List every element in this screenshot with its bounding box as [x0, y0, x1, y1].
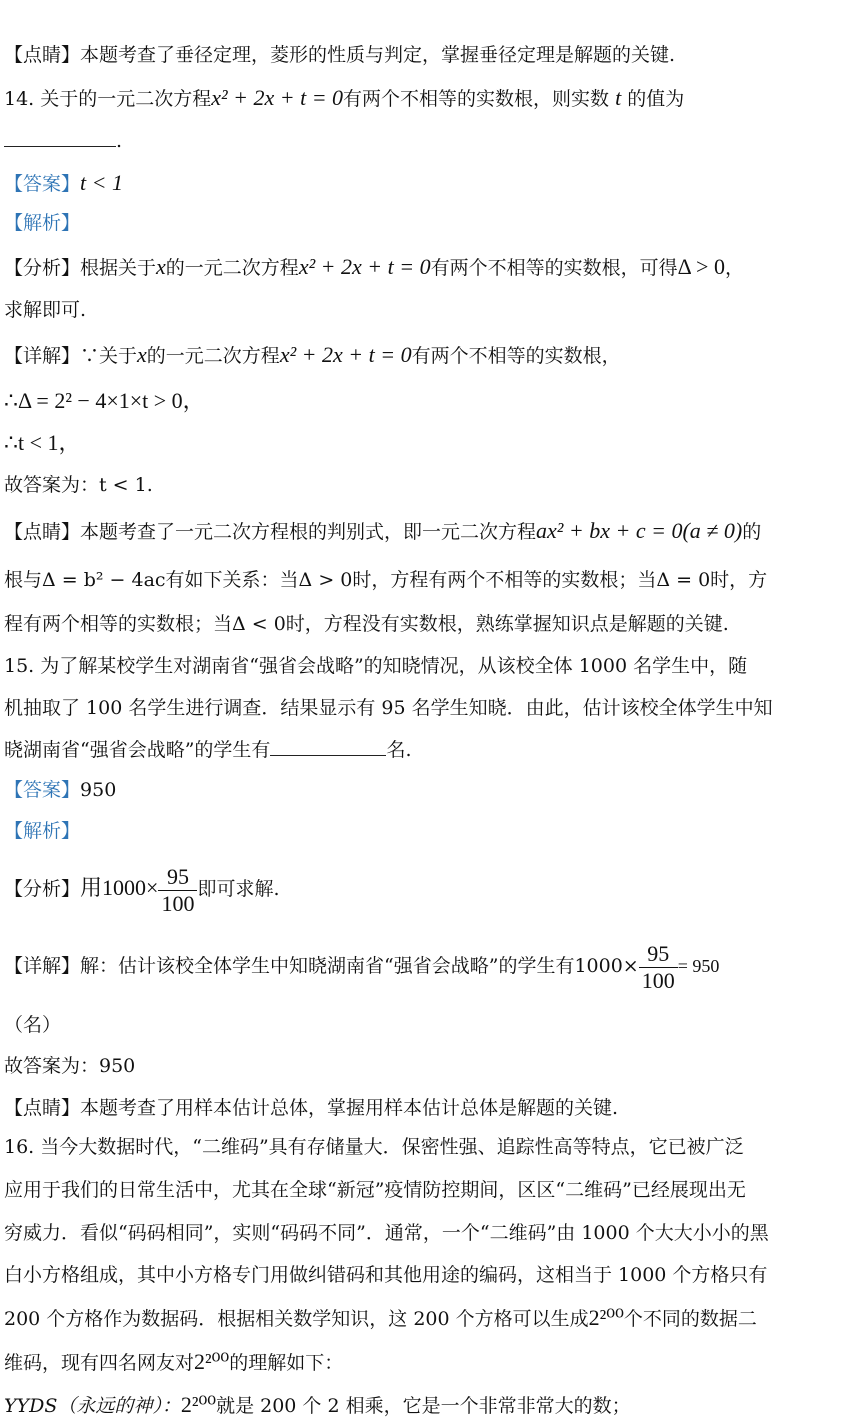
- note-tag: 【点睛】: [4, 521, 81, 543]
- answer-tag: 【答案】: [4, 779, 81, 801]
- dj14-eq: ax² + bx + c = 0(a ≠ 0): [536, 518, 743, 543]
- question-15-line1: 15. 为了解某校学生对湖南省“强省会战略”的知晓情况，从该校全体 1000 名学生中，随: [4, 655, 748, 677]
- answer-blank: [270, 737, 386, 756]
- q14-end: 的值为: [627, 88, 685, 110]
- note-15: [4, 1095, 839, 1121]
- q14-blank-line: [4, 128, 839, 154]
- xj14-x: x: [137, 342, 147, 367]
- detail-14-line3: ∴t < 1，: [4, 430, 81, 455]
- q15-l3a: 晓湖南省“强省会战略”的学生有: [4, 739, 271, 761]
- analysis-14-line2: 求解即可.: [4, 299, 87, 321]
- question-16-line6: [4, 1349, 839, 1376]
- analysis-14: [4, 254, 839, 281]
- fx14-a: 根据关于: [80, 257, 157, 279]
- fx14-eq: x² + 2x + t = 0: [298, 254, 431, 279]
- denominator: 100: [641, 967, 675, 993]
- q16-l5b: 个不同的数据二: [623, 1308, 757, 1330]
- fx14-x: x: [156, 254, 166, 279]
- numerator: 95: [158, 864, 197, 891]
- question-15-line3: [4, 737, 839, 763]
- note-14-line2: 根与Δ = b² − 4ac有如下关系：当Δ > 0时，方程有两个不相等的实数根；当Δ = 0时，方: [4, 569, 768, 591]
- fx14-b: 的一元二次方程: [165, 257, 299, 279]
- note-tag: 【点睛】: [4, 1097, 81, 1119]
- note-line-13: 【点睛】本题考查了垂径定理，菱形的性质与判定，掌握垂径定理是解题的关键.: [4, 44, 676, 66]
- xj14-b: 的一元二次方程: [146, 345, 280, 367]
- note-14: [4, 518, 839, 545]
- jiexi-14: 【解析】: [4, 212, 81, 234]
- q16-l7b: 就是 200 个 2 相乘，它是一个非常非常大的数；: [216, 1395, 631, 1417]
- detail-tag: 【详解】: [4, 345, 81, 367]
- analysis-15: [4, 858, 839, 919]
- fraction-95-100: [158, 864, 197, 917]
- q14-equation: x² + 2x + t = 0: [211, 85, 344, 110]
- note-14-line3: 程有两个相等的实数根；当Δ < 0时，方程没有实数根，熟练掌握知识点是解题的关键.: [4, 613, 729, 635]
- analysis-tag: 【分析】: [4, 257, 81, 279]
- fx15-b: 即可求解.: [197, 878, 280, 900]
- dj14-b: 的: [742, 521, 762, 543]
- answer-15: [4, 777, 839, 803]
- xj14-eq: x² + 2x + t = 0: [279, 342, 412, 367]
- q16-l6a: 维码，现有四名网友对: [4, 1352, 195, 1374]
- detail-15-line3: 故答案为：950: [4, 1055, 136, 1077]
- xj15-b: = 950: [677, 956, 720, 976]
- question-16-line5: [4, 1305, 839, 1332]
- q16-l6b: 的理解如下：: [229, 1352, 344, 1374]
- question-16-line7: [4, 1392, 839, 1419]
- q16-l7a: YYDS（永远的神）：: [4, 1395, 181, 1417]
- detail-14-line2: ∴Δ = 2² − 4×1×t > 0，: [4, 388, 205, 413]
- answer-15-value: 950: [80, 779, 117, 801]
- jiexi-15: 【解析】: [4, 820, 81, 842]
- power-2-200: 2²⁰⁰: [588, 1305, 624, 1330]
- q14-prefix: 14. 关于的一元二次方程: [4, 88, 212, 110]
- fraction-95-100: [639, 941, 678, 994]
- answer-blank: [4, 128, 116, 147]
- q14-period: .: [116, 130, 123, 152]
- power-2-200: 2²⁰⁰: [180, 1392, 217, 1417]
- detail-15-line2: （名）: [4, 1014, 62, 1036]
- question-14: [4, 85, 839, 112]
- power-2-200: 2²⁰⁰: [194, 1349, 230, 1374]
- xj15-a: 解：估计该校全体学生中知晓湖南省“强省会战略”的学生有1000×: [80, 955, 639, 977]
- question-16-line1: 16. 当今大数据时代，“二维码”具有存储量大．保密性强、追踪性高等特点，它已被广泛: [4, 1136, 744, 1158]
- analysis-tag: 【分析】: [4, 878, 81, 900]
- detail-14-line4: 故答案为：t < 1.: [4, 474, 153, 496]
- dj15: 本题考查了用样本估计总体，掌握用样本估计总体是解题的关键.: [80, 1097, 619, 1119]
- q16-l5a: 200 个方格作为数据码．根据相关数学知识，这 200 个方格可以生成: [4, 1308, 589, 1330]
- answer-14-value: t < 1: [80, 170, 123, 195]
- detail-15: [4, 936, 839, 996]
- detail-tag: 【详解】: [4, 955, 81, 977]
- numerator: 95: [639, 941, 678, 968]
- fx15-a: 用1000×: [80, 875, 159, 900]
- question-16-line4: 白小方格组成，其中小方格专门用做纠错码和其他用途的编码，这相当于 1000 个方格只有: [4, 1264, 768, 1286]
- xj14-a: ∵关于: [80, 345, 138, 367]
- fx14-delta: Δ > 0: [677, 254, 725, 279]
- answer-14: [4, 170, 839, 197]
- q14-suffix: 有两个不相等的实数根，则实数: [343, 88, 610, 110]
- question-16-line2: 应用于我们的日常生活中，尤其在全球“新冠”疫情防控期间，区区“二维码”已经展现出无: [4, 1179, 746, 1201]
- q14-var-t: t: [615, 85, 622, 110]
- dj14-a: 本题考查了一元二次方程根的判别式，即一元二次方程: [80, 521, 537, 543]
- question-16-line3: 穷威力．看似“码码相同”，实则“码码不同”．通常，一个“二维码”由 1000 个大大小小的黑: [4, 1222, 769, 1244]
- fx14-d: ，: [724, 257, 744, 279]
- question-15-line2: 机抽取了 100 名学生进行调查．结果显示有 95 名学生知晓．由此，估计该校全体学生中知: [4, 697, 773, 719]
- q15-l3b: 名.: [386, 739, 412, 761]
- fx14-c: 有两个不相等的实数根，可得: [430, 257, 678, 279]
- denominator: 100: [161, 890, 195, 916]
- answer-tag: 【答案】: [4, 173, 81, 195]
- detail-14: [4, 342, 839, 369]
- xj14-c: 有两个不相等的实数根，: [411, 345, 621, 367]
